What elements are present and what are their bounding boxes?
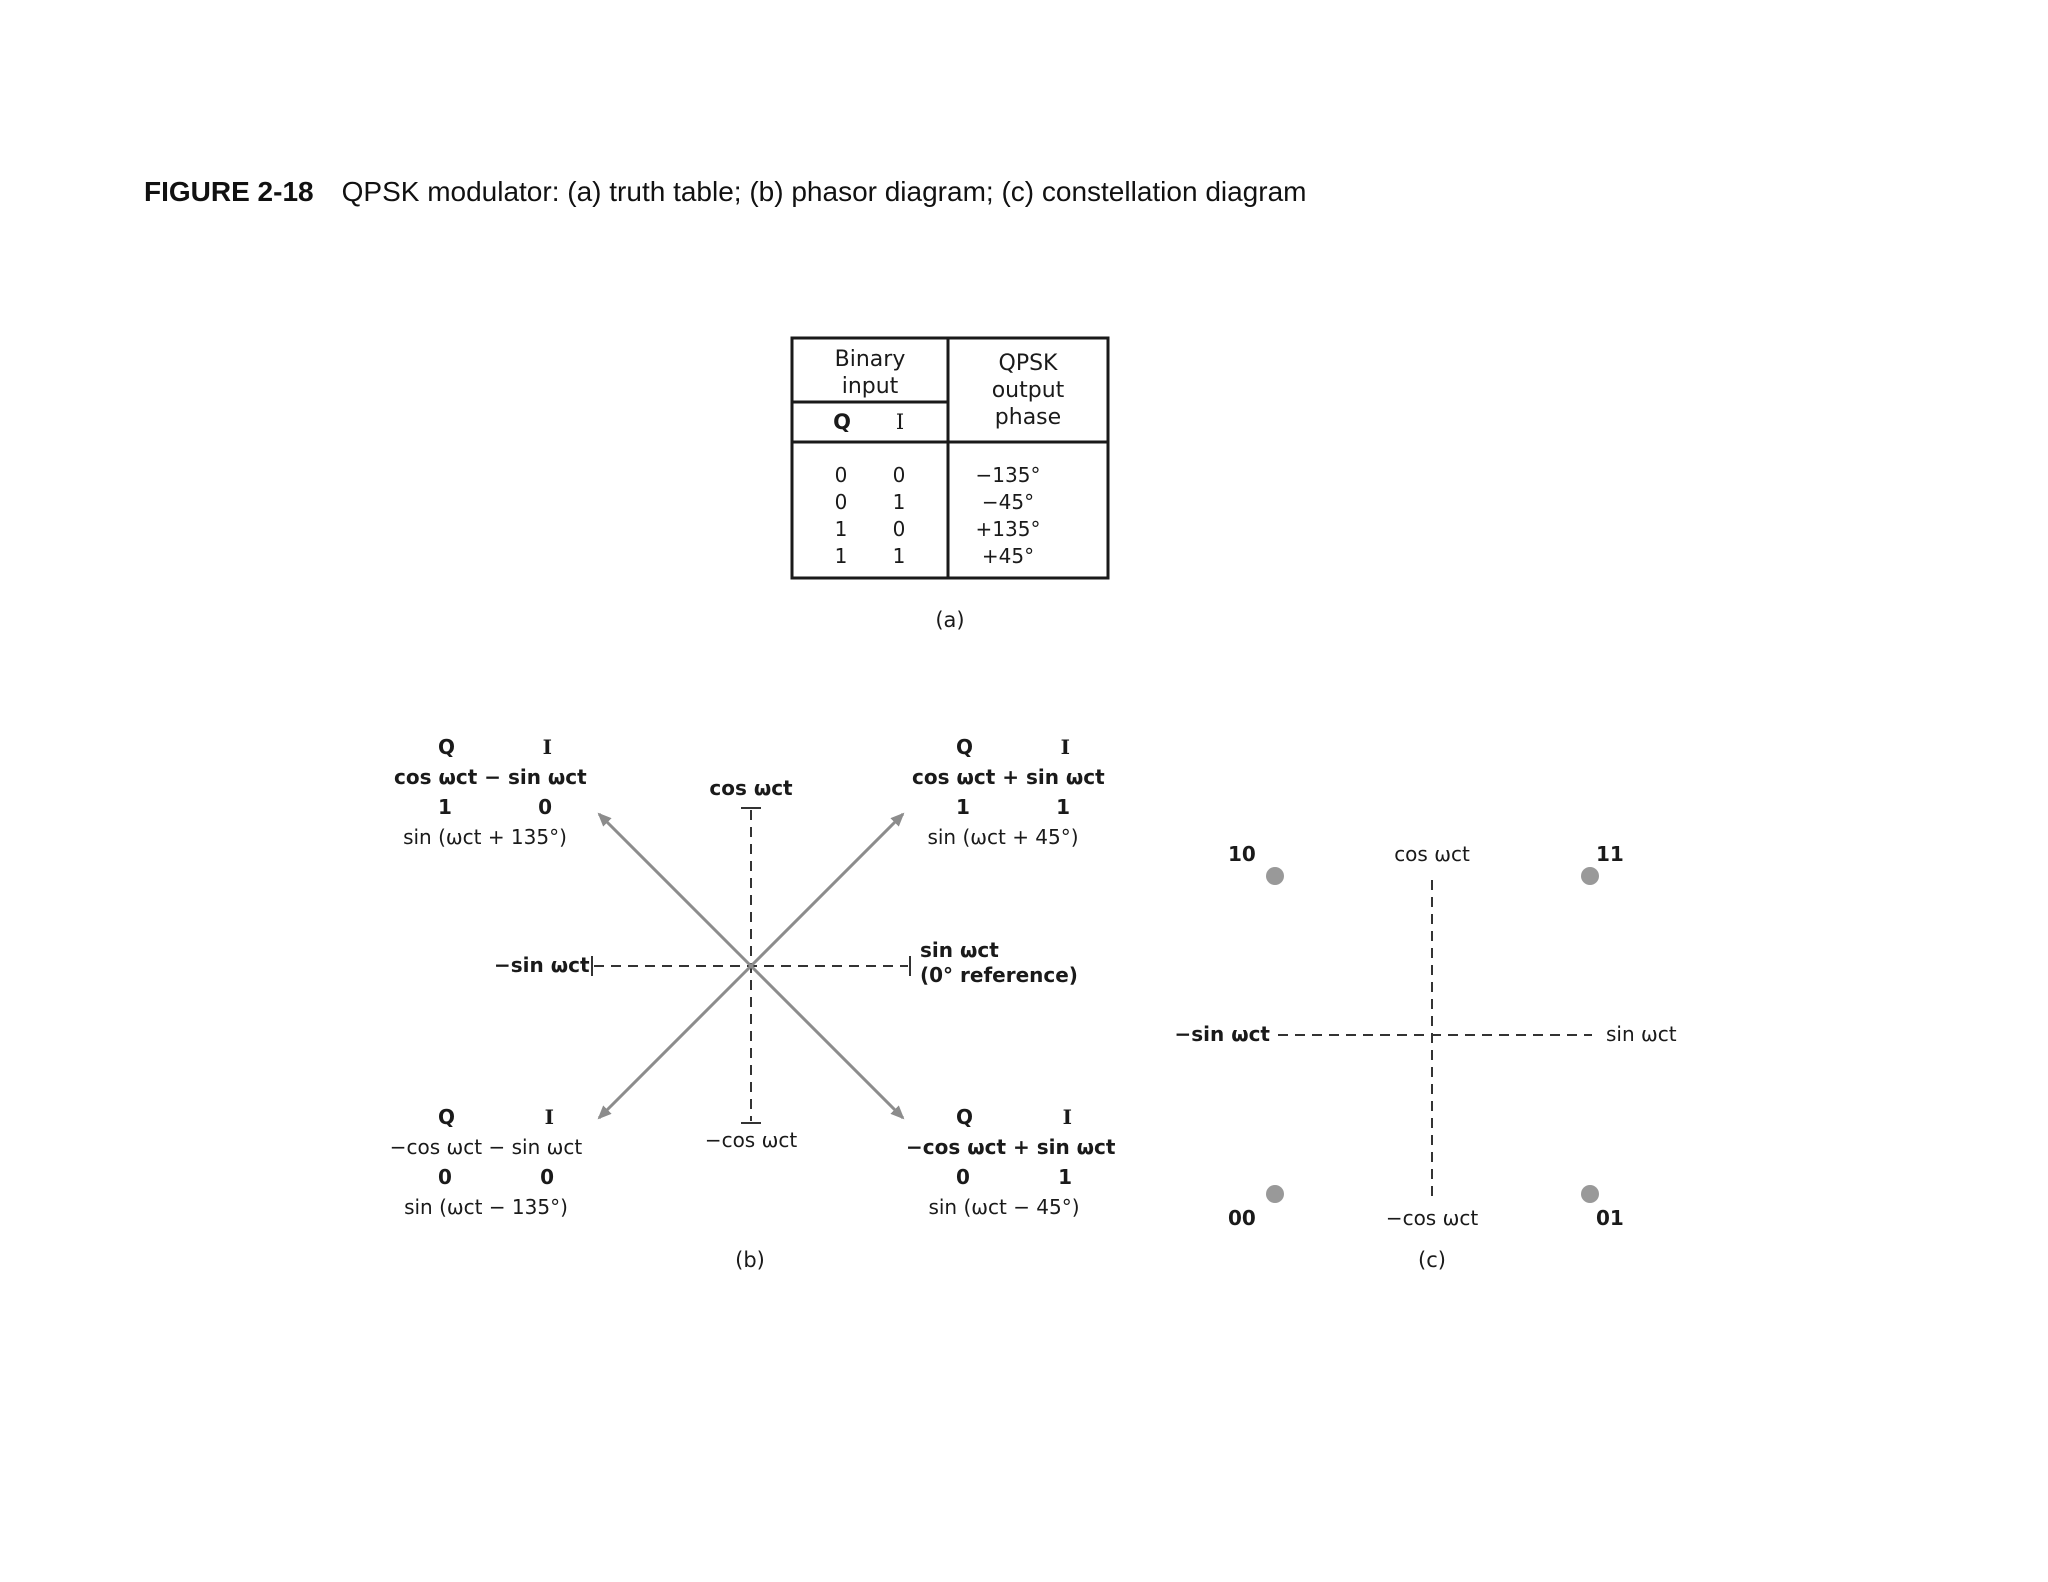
constellation-axis-right: sin ωct — [1606, 1022, 1677, 1046]
tt-header-binary-l1: Binary — [834, 347, 906, 372]
phasor-axis-bottom: −cos ωct — [704, 1128, 798, 1152]
phasor-quadrant-top-right — [912, 732, 1105, 852]
quadrant-i-bit: 1 — [1058, 1165, 1072, 1189]
tt-header-binary — [794, 346, 946, 400]
quadrant-i-bit: 1 — [1056, 795, 1070, 819]
tt-header-output-l1: QPSK — [998, 351, 1058, 376]
tt-q: 1 — [834, 517, 848, 541]
phasor-axis-right-l2: (0° reference) — [920, 963, 1078, 987]
quadrant-i-label: I — [542, 735, 552, 759]
phasor-quadrant-top-left — [394, 732, 587, 852]
phasor-vector-top-left — [599, 814, 751, 966]
quadrant-i-bit: 0 — [538, 795, 552, 819]
phasor-vector-top-right — [751, 814, 903, 966]
phasor-vector-bottom-left — [599, 966, 751, 1118]
constellation-axis-bottom: −cos ωct — [1385, 1206, 1479, 1230]
quadrant-q-label: Q — [438, 735, 456, 759]
tt-i: 1 — [892, 490, 906, 514]
quadrant-q-bit: 1 — [438, 795, 452, 819]
constellation-axis-left: −sin ωct — [1174, 1022, 1270, 1046]
phasor-axis-left: −sin ωct — [494, 953, 590, 977]
tt-header-output-l2: output — [991, 378, 1065, 403]
tt-phase: +135° — [975, 517, 1041, 541]
phasor-vector-bottom-right — [751, 966, 903, 1118]
table-row — [826, 543, 1086, 570]
quadrant-expression: cos ωct + sin ωct — [912, 765, 1105, 789]
constellation-point-01 — [1581, 1185, 1599, 1203]
tt-phase: −45° — [981, 490, 1035, 514]
quadrant-i-label: I — [1062, 1105, 1072, 1129]
tt-header-binary-l2: input — [841, 374, 899, 399]
constellation-axis-top: cos ωct — [1394, 842, 1470, 866]
tt-i: 1 — [892, 544, 906, 568]
constellation-label-10: 10 — [1228, 842, 1256, 866]
quadrant-i-label: I — [1060, 735, 1070, 759]
tt-q: 0 — [834, 490, 848, 514]
quadrant-expression: −cos ωct − sin ωct — [389, 1135, 583, 1159]
tt-header-output — [950, 350, 1106, 431]
tt-rows — [826, 462, 1086, 570]
quadrant-i-bit: 0 — [540, 1165, 554, 1189]
subfigure-label-b: (b) — [735, 1248, 765, 1272]
quadrant-q-bit: 1 — [956, 795, 970, 819]
tt-q: 0 — [834, 463, 848, 487]
tt-phase: −135° — [975, 463, 1041, 487]
tt-i: 0 — [892, 463, 906, 487]
tt-phase: +45° — [981, 544, 1035, 568]
tt-header-output-l3: phase — [994, 405, 1062, 430]
quadrant-q-label: Q — [956, 1105, 974, 1129]
phasor-quadrant-bottom-right — [906, 1102, 1116, 1222]
table-row — [826, 489, 1086, 516]
constellation-point-11 — [1581, 867, 1599, 885]
tt-q: 1 — [834, 544, 848, 568]
quadrant-expression: −cos ωct + sin ωct — [906, 1135, 1116, 1159]
quadrant-phase: sin (ωct + 135°) — [403, 825, 567, 849]
constellation-label-00: 00 — [1228, 1206, 1256, 1230]
subfigure-label-c: (c) — [1418, 1248, 1446, 1272]
tt-header-q: Q — [833, 410, 851, 434]
quadrant-q-label: Q — [956, 735, 974, 759]
quadrant-q-bit: 0 — [438, 1165, 452, 1189]
table-row — [826, 462, 1086, 489]
constellation-axes — [1278, 880, 1592, 1196]
figure-caption-text: QPSK modulator: (a) truth table; (b) phasor diagram; (c) constellation diagram — [341, 176, 1307, 207]
phasor-axis-right-l1: sin ωct — [920, 938, 999, 962]
tt-header-i: I — [895, 410, 905, 434]
quadrant-phase: sin (ωct + 45°) — [927, 825, 1079, 849]
constellation-point-10 — [1266, 867, 1284, 885]
quadrant-expression: cos ωct − sin ωct — [394, 765, 587, 789]
subfigure-label-a: (a) — [935, 608, 965, 632]
tt-i: 0 — [892, 517, 906, 541]
constellation-point-00 — [1266, 1185, 1284, 1203]
phasor-axis-right — [920, 938, 1078, 988]
phasor-axis-top: cos ωct — [709, 776, 793, 800]
figure-number: FIGURE 2-18 — [144, 176, 314, 207]
quadrant-q-bit: 0 — [956, 1165, 970, 1189]
quadrant-q-label: Q — [438, 1105, 456, 1129]
constellation-label-01: 01 — [1596, 1206, 1624, 1230]
quadrant-phase: sin (ωct − 135°) — [404, 1195, 568, 1219]
phasor-quadrant-bottom-left — [388, 1102, 584, 1222]
table-row — [826, 516, 1086, 543]
quadrant-phase: sin (ωct − 45°) — [928, 1195, 1080, 1219]
quadrant-i-label: I — [544, 1105, 554, 1129]
constellation-label-11: 11 — [1596, 842, 1624, 866]
